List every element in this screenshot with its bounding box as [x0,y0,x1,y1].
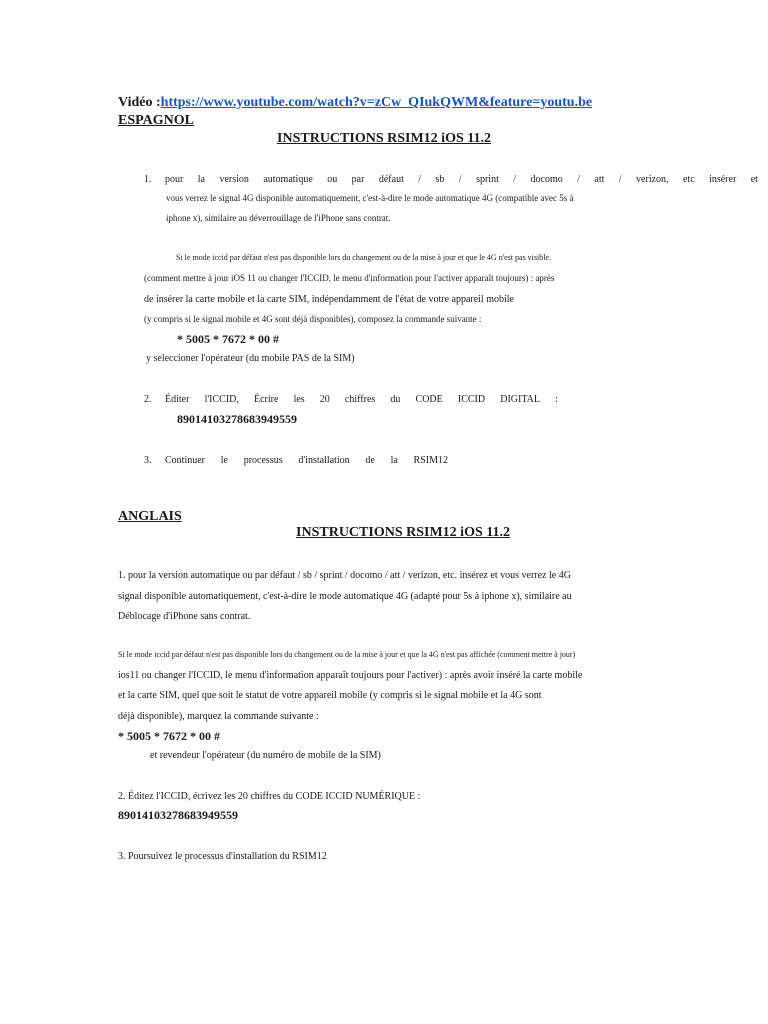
espagnol-item3-number: 3. [144,455,152,466]
espagnol-item1-line3: iphone x), similaire au déverrouillage de l'iPhone sans contrat. [166,213,391,223]
anglais-para2: ios11 ou changer l'ICCID, le menu d'information apparaît toujours pour l'activer) : après avoir inséré la carte mobile [118,670,583,681]
espagnol-item2-word: du [390,394,401,405]
anglais-command-code: * 5005 * 7672 * 00 # [118,729,220,743]
espagnol-item3-line [165,456,448,466]
espagnol-item1-word: sb [435,174,445,185]
espagnol-item2-word: chiffres [344,394,376,405]
espagnol-item1-word: défaut [378,174,404,185]
espagnol-item1-number: 1. [144,174,152,185]
anglais-title: INSTRUCTIONS RSIM12 iOS 11.2 [296,525,510,540]
video-link[interactable]: https://www.youtube.com/watch?v=zCw_QIukQWM&feature=youtu.be [160,95,593,110]
espagnol-item1-word: / [618,174,622,185]
espagnol-para2: de insérer la carte mobile et la carte SIM, indépendamment de l'état de votre appareil mobile [144,294,514,305]
espagnol-item1-line2: vous verrez le signal 4G disponible automatiquement, c'est-à-dire le mode automatique 4G (compatible avec 5s à [166,193,574,203]
anglais-heading: ANGLAIS [118,509,182,524]
espagnol-item3-word: la [390,455,398,466]
anglais-note: Si le mode iccid par défaut n'est pas disponible lors du changement ou de la mise à jour et que la 4G n'est pas affichée (comment mettre à jour) [118,650,576,659]
espagnol-item2-word: ICCID [457,394,486,405]
espagnol-para1: (comment mettre à jour iOS 11 ou changer l'ICCID, le menu d'information pour l'activer apparaît toujours) : après [144,273,555,283]
espagnol-para3: (y compris si le signal mobile et 4G sont déjà disponibles), composez la commande suivante : [144,314,482,324]
espagnol-item1-word: version [219,174,249,185]
espagnol-item1-word: et [750,174,758,185]
anglais-para3: et la carte SIM, quel que soit le statut de votre appareil mobile (y compris si le signal mobile et la 4G sont [118,690,542,701]
espagnol-item2-line [165,395,558,405]
espagnol-item2-word: CODE [415,394,443,405]
espagnol-item3-word: RSIM12 [413,455,448,466]
anglais-para1-line1: 1. pour la version automatique ou par défaut / sb / sprint / docomo / att / verizon, etc. insérez et vous verrez le 4G [118,570,571,581]
espagnol-item3-word: le [220,455,228,466]
espagnol-item1-word: ou [327,174,338,185]
video-line [118,96,592,110]
anglais-para4: déjà disponible), marquez la commande suivante : [118,711,319,722]
espagnol-item2-word: les [293,394,305,405]
espagnol-item2-number: 2. [144,394,152,405]
espagnol-item1-word: etc [682,174,695,185]
espagnol-item1-word: att [594,174,605,185]
espagnol-item1-word: verizon, [636,174,669,185]
espagnol-item1-word: pour [165,174,184,185]
espagnol-iccid-code: 89014103278683949559 [177,412,297,426]
espagnol-item2-word: l'ICCID, [204,394,239,405]
espagnol-item2-word: 20 [319,394,330,405]
espagnol-item1-word: sprint [476,174,499,185]
espagnol-item1-word: / [458,174,462,185]
espagnol-item2-word: Éditer [165,394,190,405]
espagnol-title: INSTRUCTIONS RSIM12 iOS 11.2 [277,131,491,146]
video-label: Vidéo : [118,95,161,110]
espagnol-item1-line1 [165,175,758,185]
espagnol-item3-word: processus [243,455,283,466]
espagnol-item1-word: / [513,174,517,185]
anglais-para1-line2: signal disponible automatiquement, c'est-à-dire le mode automatique 4G (adapté pour 5s à iphone x), similaire au [118,591,572,602]
espagnol-item2-word: Écrire [254,394,279,405]
anglais-item2: 2. Éditez l'ICCID, écrivez les 20 chiffres du CODE ICCID NUMÉRIQUE : [118,791,421,802]
espagnol-item1-word: insérer [709,174,737,185]
espagnol-note: Si le mode iccid par défaut n'est pas disponible lors du changement ou de la mise à jour et que le 4G n'est pas visible. [176,253,552,262]
espagnol-item1-word: / [577,174,580,185]
espagnol-item2-word: DIGITAL [500,394,540,405]
espagnol-command-code: * 5005 * 7672 * 00 # [177,332,279,346]
espagnol-select-operator: y seleccioner l'opérateur (du mobile PAS de la SIM) [146,353,355,364]
anglais-item3: 3. Poursuivez le processus d'installation du RSIM12 [118,851,327,862]
espagnol-item3-word: Continuer [165,455,205,466]
espagnol-item3-word: d'installation [298,455,350,466]
espagnol-item1-word: la [197,174,205,185]
anglais-iccid-code: 89014103278683949559 [118,808,238,822]
espagnol-item3-word: de [365,455,375,466]
anglais-reseller-operator: et revendeur l'opérateur (du numéro de mobile de la SIM) [150,750,381,761]
anglais-para1-line3: Déblocage d'iPhone sans contrat. [118,611,251,622]
espagnol-item2-word: : [555,394,558,405]
espagnol-item1-word: par [351,174,365,185]
espagnol-item1-word: docomo [530,174,563,185]
espagnol-heading: ESPAGNOL [118,113,194,128]
espagnol-item1-word: automatique [263,174,313,185]
espagnol-item1-word: / [418,174,422,185]
